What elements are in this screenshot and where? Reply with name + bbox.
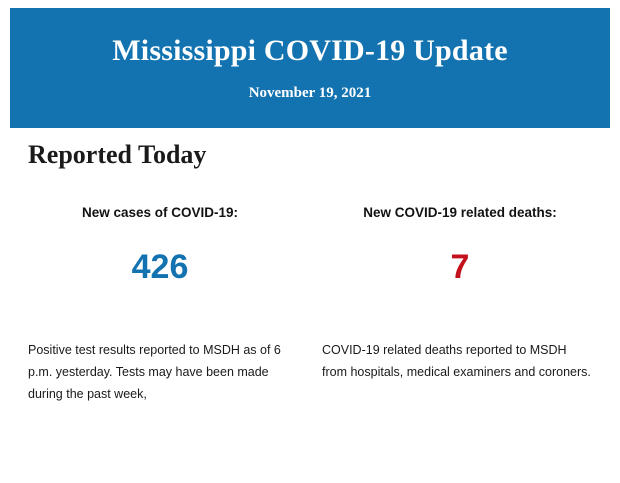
stat-value: 426 <box>131 248 189 286</box>
note-new-cases <box>10 340 310 406</box>
notes-row <box>10 340 610 406</box>
stat-value: 7 <box>450 248 470 286</box>
stat-new-deaths <box>310 205 610 284</box>
header-banner <box>10 8 610 128</box>
section-heading: Reported Today <box>28 140 207 169</box>
stat-label: New COVID-19 related deaths: <box>363 205 557 220</box>
stat-label: New cases of COVID-19: <box>81 205 239 220</box>
stats-row <box>10 205 610 284</box>
note-new-deaths <box>310 340 610 406</box>
report-date: November 19, 2021 <box>248 85 372 101</box>
note-text: Positive test results reported to MSDH as of 6 p.m. yesterday. Tests may have been made during the past week, <box>28 343 281 401</box>
page-title: Mississippi COVID-19 Update <box>112 34 508 67</box>
note-text: COVID-19 related deaths reported to MSDH from hospitals, medical examiners and coroners. <box>322 343 591 379</box>
stat-new-cases <box>10 205 310 284</box>
